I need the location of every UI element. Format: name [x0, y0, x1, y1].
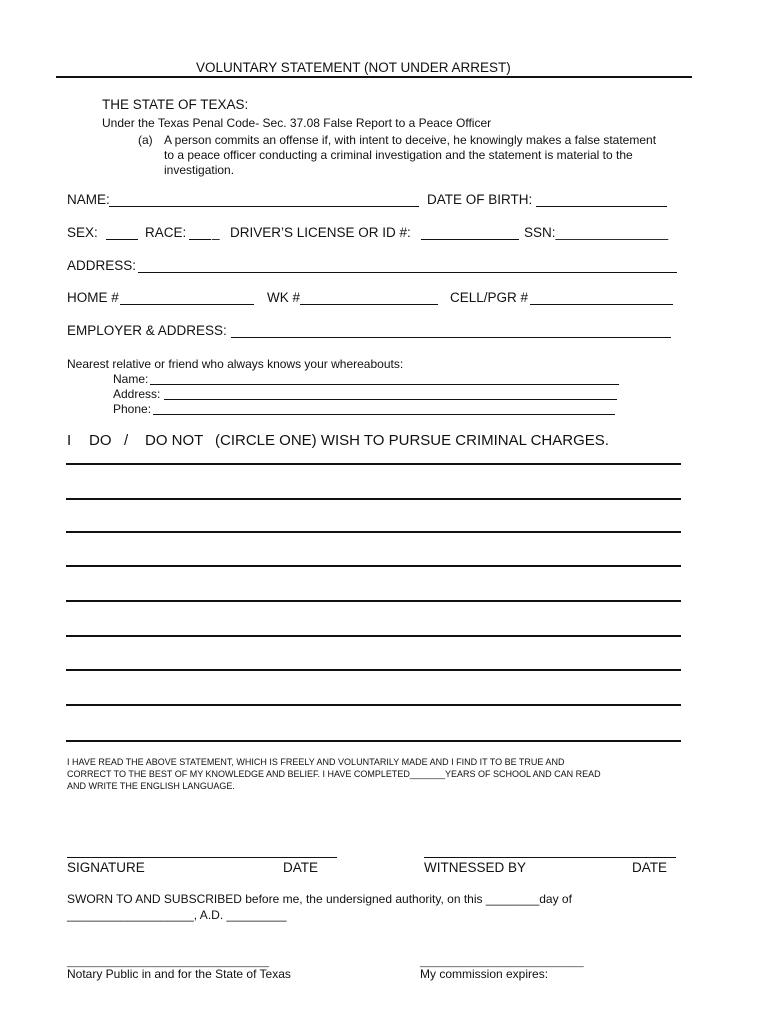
relative-address-label: Address:: [113, 387, 161, 401]
statement-line[interactable]: [66, 565, 681, 567]
sworn-line: ___________________, A.D. _________: [67, 908, 287, 922]
race-label: RACE:: [145, 225, 187, 240]
relative-phone-field[interactable]: [153, 414, 615, 415]
title-rule: [56, 76, 692, 78]
employer-field[interactable]: [231, 337, 671, 338]
statement-line[interactable]: [66, 498, 681, 500]
penal-code-reference: Under the Texas Penal Code- Sec. 37.08 False Report to a Peace Officer: [102, 116, 492, 130]
clause-line: A person commits an offense if, with intent to deceive, he knowingly makes a false statement: [164, 133, 657, 147]
affirmation-line: CORRECT TO THE BEST OF MY KNOWLEDGE AND BELIEF. I HAVE COMPLETED_______YEARS OF SCHOOL AND CAN READ: [67, 769, 601, 779]
cell-phone-field[interactable]: [530, 304, 673, 305]
work-phone-field[interactable]: [300, 304, 438, 305]
notary-signature-line[interactable]: __________________________________________: [67, 957, 269, 967]
name-field[interactable]: [109, 206, 419, 207]
clause-line: to a peace officer conducting a criminal investigation and the statement is material to the: [164, 148, 633, 162]
sex-label: SEX:: [67, 225, 98, 240]
charges-do-option[interactable]: DO: [89, 432, 112, 449]
statement-line[interactable]: [66, 463, 681, 465]
race-field[interactable]: [189, 239, 211, 240]
commission-expires-label: My commission expires:: [420, 967, 549, 981]
name-label: NAME:: [67, 192, 110, 207]
state-heading: THE STATE OF TEXAS:: [102, 97, 249, 112]
charges-i: I: [67, 432, 72, 449]
statement-line[interactable]: [66, 635, 681, 637]
relative-intro: Nearest relative or friend who always knows your whereabouts:: [67, 357, 404, 371]
home-phone-field[interactable]: [120, 304, 254, 305]
dl-label: DRIVER’S LICENSE OR ID #:: [230, 225, 411, 240]
clause-line: investigation.: [164, 163, 235, 177]
race-suffix: _: [212, 225, 220, 240]
charges-do-not-option[interactable]: DO NOT: [145, 432, 204, 449]
affirmation-line: I HAVE READ THE ABOVE STATEMENT, WHICH IS FREELY AND VOLUNTARILY MADE AND I FIND IT TO BE TRUE AND: [67, 757, 565, 767]
charges-statement: (CIRCLE ONE) WISH TO PURSUE CRIMINAL CHARGES.: [215, 432, 609, 449]
form-title: VOLUNTARY STATEMENT (NOT UNDER ARREST): [196, 60, 511, 75]
home-phone-label: HOME #: [67, 290, 119, 305]
work-phone-label: WK #: [267, 290, 301, 305]
witnessed-by-label: WITNESSED BY: [424, 860, 527, 875]
dl-field[interactable]: [421, 239, 519, 240]
statement-line[interactable]: [66, 531, 681, 533]
statement-line[interactable]: [66, 704, 681, 706]
ssn-label[interactable]: SSN:_______________: [524, 225, 669, 240]
relative-name-label: Name:: [113, 372, 149, 386]
address-label: ADDRESS:: [67, 258, 137, 273]
address-field[interactable]: [138, 272, 677, 273]
witness-date-label: DATE: [632, 860, 668, 875]
commission-expiry-line[interactable]: __________________________________: [420, 957, 584, 967]
signature-field[interactable]: [67, 857, 337, 858]
dob-label: DATE OF BIRTH:: [427, 192, 533, 207]
statement-line[interactable]: [66, 600, 681, 602]
employer-label: EMPLOYER & ADDRESS:: [67, 323, 227, 338]
dob-field[interactable]: [536, 206, 667, 207]
sex-field[interactable]: [106, 239, 138, 240]
notary-label: Notary Public in and for the State of Texas: [67, 967, 291, 981]
affirmation-line: AND WRITE THE ENGLISH LANGUAGE.: [67, 781, 235, 791]
sworn-line: SWORN TO AND SUBSCRIBED before me, the undersigned authority, on this ________day of: [67, 892, 572, 906]
clause-marker: (a): [138, 133, 153, 147]
relative-address-field[interactable]: [164, 399, 617, 400]
signature-label: SIGNATURE: [67, 860, 145, 875]
relative-phone-label: Phone:: [113, 402, 152, 416]
statement-line[interactable]: [66, 669, 681, 671]
witness-field[interactable]: [424, 857, 676, 858]
statement-line[interactable]: [66, 740, 681, 742]
charges-slash: /: [124, 432, 129, 449]
relative-name-field[interactable]: [150, 384, 619, 385]
signature-date-label: DATE: [283, 860, 319, 875]
cell-phone-label: CELL/PGR #: [450, 290, 529, 305]
